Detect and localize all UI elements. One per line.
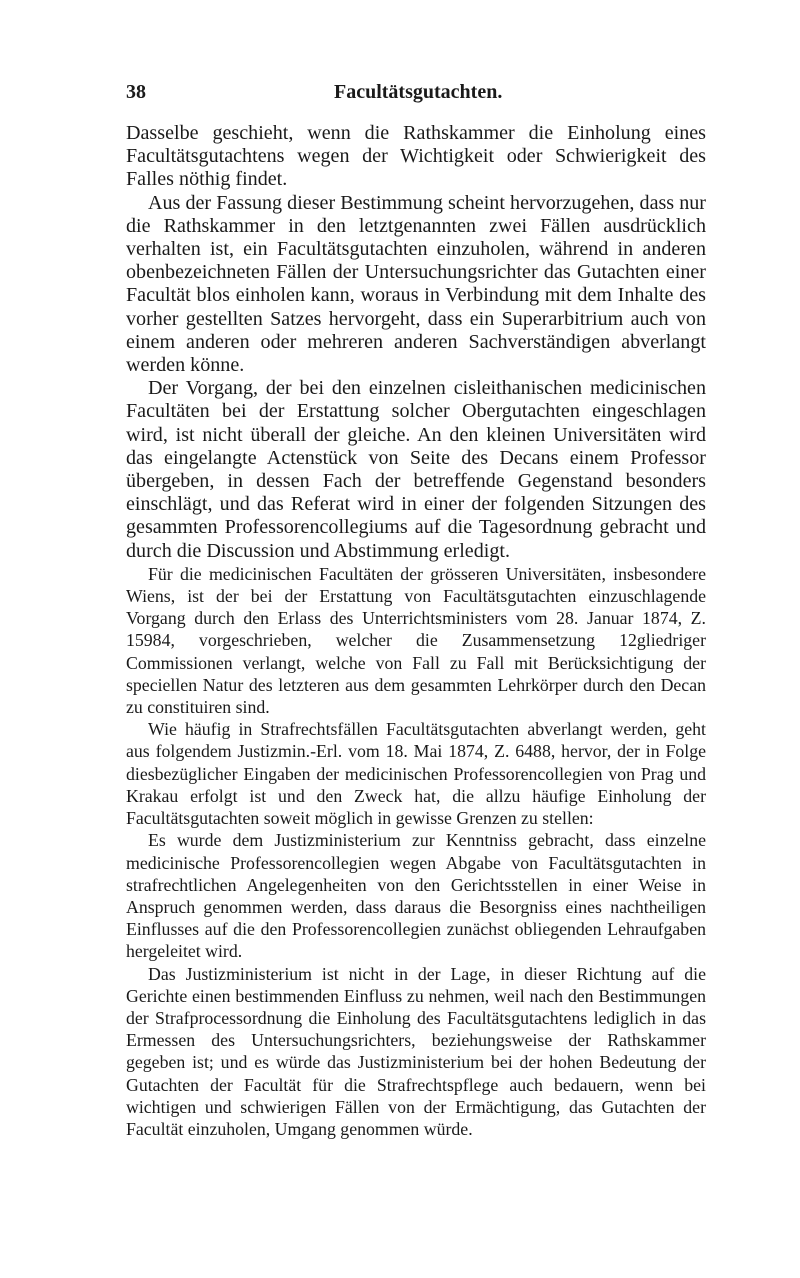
paragraph: Dasselbe geschieht, wenn die Rathskammer die Einholung eines Facultätsgutachtens wegen der Wichtigkeit oder Schwierigkeit des Falles nöthig findet. xyxy=(126,122,706,191)
paragraph: Es wurde dem Justizministerium zur Kenntniss gebracht, dass einzelne medicinische Professorencollegien wegen Abgabe von Facultätsgutachten in strafrechtlichen Angelegenheiten von den Gerichtsstellen in einer Weise in Anspruch genommen werden, dass daraus die Besorgniss eines nachtheiligen Einflusses auf die den Professorencollegien zunächst obliegenden Lehraufgaben hergeleitet wird. xyxy=(126,830,706,962)
paragraph: Das Justizministerium ist nicht in der Lage, in dieser Richtung auf die Gerichte einen bestimmenden Einfluss zu nehmen, weil nach den Bestimmungen der Strafprocessordnung die Einholung des Facultätsgutachtens lediglich in das Ermessen des Untersuchungsrichters, beziehungsweise der Rathskammer gegeben ist; und es würde das Justizministerium bei der hohen Bedeutung der Gutachten der Facultät für die Strafrechtspflege auch bedauern, wenn bei wichtigen und schwierigen Fällen von der Ermächtigung, das Gutachten der Facultät einzuholen, Umgang genommen würde. xyxy=(126,963,706,1139)
running-title: Facultätsgutachten. xyxy=(334,81,503,103)
paragraph: Wie häufig in Strafrechtsfällen Facultätsgutachten abverlangt werden, geht aus folgendem Justizmin.-Erl. vom 18. Mai 1874, Z. 6488, hervor, der in Folge diesbezüglicher Eingaben der medicinischen Professorencollegien von Prag und Krakau erfolgt ist und den Zweck hat, die allzu häufige Einholung der Facultätsgutachten soweit möglich in gewisse Grenzen zu stellen: xyxy=(126,719,706,829)
paragraph: Der Vorgang, der bei den einzelnen cisleithanischen medicinischen Facultäten bei der Erstattung solcher Obergutachten eingeschlagen wird, ist nicht überall der gleiche. An den kleinen Universitäten wird das eingelangte Actenstück von Seite des Decans einem Professor übergeben, in dessen Fach der betreffende Gegenstand besonders einschlägt, und das Referat wird in einer der folgenden Sitzungen des gesammten Professorencollegiums auf die Tagesordnung gebracht und durch die Discussion und Abstimmung erledigt. xyxy=(126,377,706,562)
page-header xyxy=(0,78,800,106)
body-text xyxy=(126,122,706,1140)
page-number: 38 xyxy=(126,81,146,103)
paragraph: Für die medicinischen Facultäten der grösseren Universitäten, insbesondere Wiens, ist der bei der Erstattung von Facultätsgutachten einzuschlagende Vorgang durch den Erlass des Unterrichtsministers vom 28. Januar 1874, Z. 15984, vorgeschrieben, welcher die Zusammensetzung 12gliedriger Commissionen verlangt, welche von Fall zu Fall mit Berücksichtigung der speciellen Natur des letzteren aus dem gesammten Lehrkörper durch den Decan zu constituiren sind. xyxy=(126,563,706,718)
paragraph: Aus der Fassung dieser Bestimmung scheint hervorzugehen, dass nur die Rathskammer in den letztgenannten zwei Fällen ausdrücklich verhalten ist, ein Facultätsgutachten einzuholen, während in anderen obenbezeichneten Fällen der Untersuchungsrichter das Gutachten einer Facultät blos einholen kann, woraus in Verbindung mit dem Inhalte des vorher gestellten Satzes hervorgeht, dass ein Superarbitrium auch von einem anderen oder mehreren anderen Sachverständigen abverlangt werden könne. xyxy=(126,191,706,377)
